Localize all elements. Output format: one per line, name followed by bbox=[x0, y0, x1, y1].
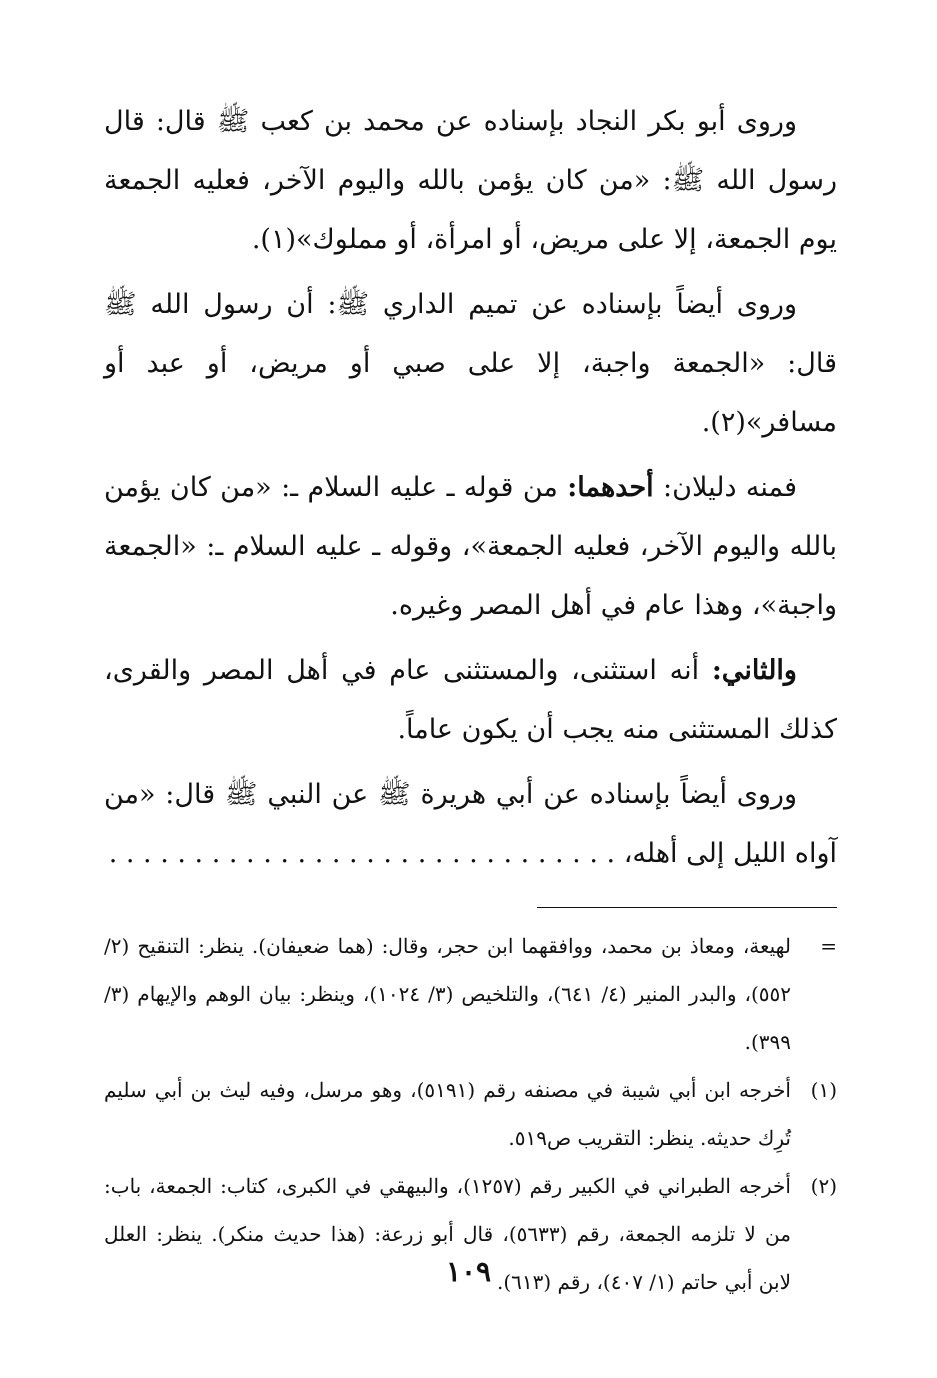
paragraph-5 bbox=[104, 765, 837, 883]
footnote-mark: (١) bbox=[810, 1078, 837, 1102]
ellipsis-dots: . . . . . . . . . . . . . . . . . . . . . . . . . . . . . . bbox=[108, 838, 616, 869]
footnote-1 bbox=[104, 1066, 837, 1162]
footnote-text: لهيعة، ومعاذ بن محمد، ووافقهما ابن حجر، وقال: (هما ضعيفان). ينظر: التنقيح (٢/ ٥٥٢)، والبدر المنير (٤/ ٦٤١)، والتلخيص (٣/ ١٠٢٤)، وينظر: بيان الوهم والإيهام (٣/ ٣٩٩). bbox=[104, 934, 791, 1054]
paragraph-2: وروى أيضاً بإسناده عن تميم الداري ﷺ: أن رسول الله ﷺ قال: «الجمعة واجبة، إلا على صبي أو مريض، أو عبد أو مسافر»(٢). bbox=[104, 289, 837, 438]
paragraph-4 bbox=[104, 641, 837, 759]
second-evidence-heading: والثاني: bbox=[711, 655, 797, 686]
footnote-mark: = bbox=[820, 934, 837, 958]
footnote-text: أخرجه الطبراني في الكبير رقم (١٢٥٧)، والبيهقي في الكبرى، كتاب: الجمعة، باب: من لا تلزمه الجمعة، رقم (٥٦٣٣)، قال أبو زرعة: (هذا حديث منكر). ينظر: العلل لابن أبي حاتم (١/ ٤٠٧)، رقم (٦١٣). bbox=[104, 1174, 791, 1294]
footnote-mark: (٢) bbox=[810, 1174, 837, 1198]
paragraph-1: وروى أبو بكر النجاد بإسناده عن محمد بن كعب ﷺ قال: قال رسول الله ﷺ: «من كان يؤمن بالله واليوم الآخر، فعليه الجمعة يوم الجمعة، إلا على مريض، أو امرأة، أو مملوك»(١). bbox=[104, 106, 837, 255]
paragraph-5-body: وروى أيضاً بإسناده عن أبي هريرة ﷺ عن النبي ﷺ قال: «من آواه الليل إلى أهله، bbox=[104, 779, 837, 869]
page-number: ١٠٩ bbox=[445, 1255, 492, 1288]
footnote-continued bbox=[104, 922, 837, 1066]
main-text bbox=[104, 92, 837, 883]
paragraph-3-body: من قوله ـ عليه السلام ـ: «من كان يؤمن بالله واليوم الآخر، فعليه الجمعة»، وقوله ـ عليه السلام ـ: «الجمعة واجبة»، وهذا عام في أهل المصر وغيره. bbox=[104, 472, 837, 621]
footnote-text: أخرجه ابن أبي شيبة في مصنفه رقم (٥١٩١)، وهو مرسل، وفيه ليث بن أبي سليم تُرِك حديثه. ينظر: التقريب ص٥١٩. bbox=[104, 1078, 791, 1150]
paragraph-4-body: أنه استثنى، والمستثنى عام في أهل المصر والقرى، كذلك المستثنى منه يجب أن يكون عاماً. bbox=[104, 655, 837, 745]
footnote-separator bbox=[537, 907, 837, 908]
footnotes bbox=[104, 922, 837, 1306]
first-evidence-heading: أحدهما: bbox=[567, 472, 654, 503]
paragraph-3-intro: فمنه دليلان: bbox=[663, 472, 797, 503]
paragraph-3 bbox=[104, 458, 837, 635]
